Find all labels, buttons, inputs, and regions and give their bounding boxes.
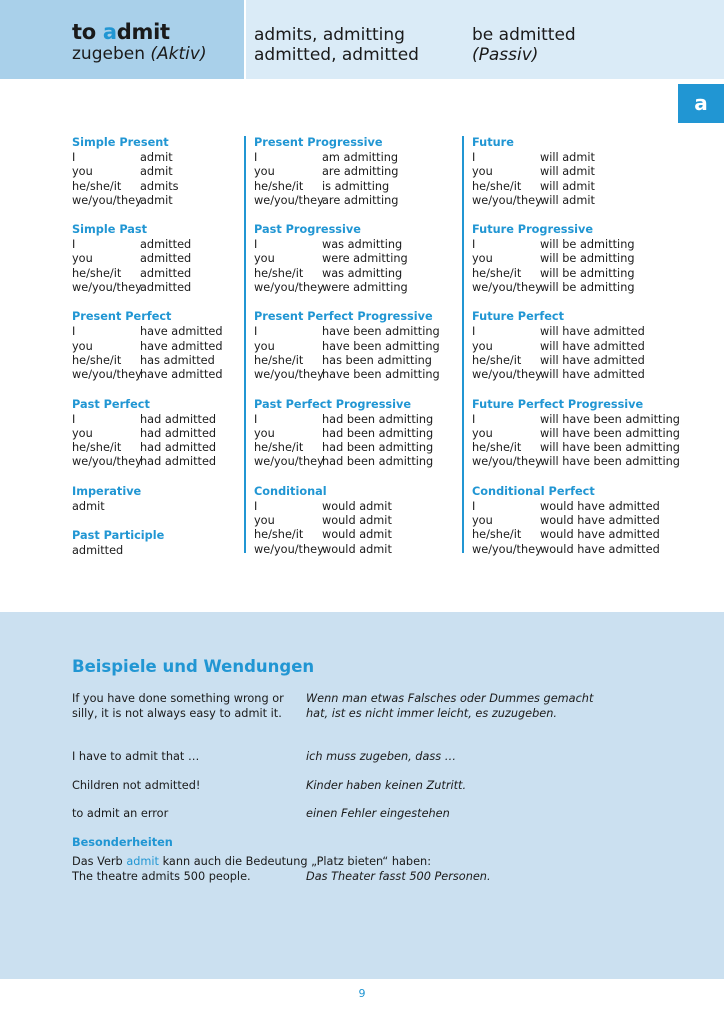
conjugation-row xyxy=(472,455,702,469)
pronoun: he/she/it xyxy=(472,441,522,455)
verb-form: had been admitting xyxy=(322,455,434,469)
pronoun: I xyxy=(254,412,258,426)
pronoun: you xyxy=(72,165,93,179)
tense-title: Conditional xyxy=(254,484,327,498)
tense-title: Future Perfect xyxy=(472,310,564,324)
conjugation-row xyxy=(472,267,702,281)
pronoun: I xyxy=(254,238,258,252)
pronoun: he/she/it xyxy=(254,266,304,280)
verb-form: will be admitting xyxy=(540,252,635,266)
tense-title: Future xyxy=(472,136,514,149)
pronoun: you xyxy=(472,339,493,353)
tense-title: Present Perfect Progressive xyxy=(254,310,433,324)
tense-title: Past Perfect Progressive xyxy=(254,397,412,411)
pronoun: I xyxy=(72,151,76,164)
pronoun: you xyxy=(254,514,275,528)
pronoun: you xyxy=(254,165,275,179)
verb-form: will have been admitting xyxy=(540,441,680,455)
verb-form: had admitted xyxy=(140,426,217,440)
verb-form: have admitted xyxy=(140,339,223,353)
tense-title: Future Perfect Progressive xyxy=(472,397,644,411)
imperative-value: admit xyxy=(72,499,105,513)
verb-forms: admits, admitting admitted, admitted xyxy=(254,25,419,65)
verb-form: would admit xyxy=(322,542,392,556)
conjugation-row xyxy=(472,500,702,514)
pronoun: he/she/it xyxy=(254,441,304,455)
verb-form: admit xyxy=(140,151,173,164)
verb-form: had admitted xyxy=(140,412,217,426)
pronoun: we/you/they xyxy=(254,281,324,295)
tense-block xyxy=(472,223,702,295)
conjugation-row xyxy=(254,543,460,557)
verb-title-accent: a xyxy=(102,20,117,44)
verb-form: have been admitting xyxy=(322,325,440,339)
conjugation-row xyxy=(472,325,702,339)
pronoun: we/you/they xyxy=(472,281,542,295)
verb-form: will have been admitting xyxy=(540,412,680,426)
conjugation-row xyxy=(254,354,460,368)
pronoun: I xyxy=(254,325,258,339)
example-de: Kinder haben keinen Zutritt. xyxy=(306,779,467,792)
pronoun: we/you/they xyxy=(72,281,142,295)
verb-form: is admitting xyxy=(322,179,390,193)
special-example-en: The theatre admits 500 people. xyxy=(72,870,251,883)
pronoun: you xyxy=(254,339,275,353)
verb-form: will have been admitting xyxy=(540,426,680,440)
conjugation-row xyxy=(72,281,242,295)
pronoun: we/you/they xyxy=(254,455,324,469)
example-en: to admit an error xyxy=(72,807,169,820)
conjugation-row xyxy=(72,340,242,354)
conjugation-row xyxy=(254,368,460,382)
verb-form: will be admitting xyxy=(540,281,635,295)
conjugation-row xyxy=(72,427,242,441)
example-en: I have to admit that … xyxy=(72,750,200,763)
verb-form: are admitting xyxy=(322,193,399,207)
pronoun: he/she/it xyxy=(472,353,522,367)
example-en: If you have done something wrong or silly, it is not always easy to admit it. xyxy=(72,692,284,720)
tense-block xyxy=(254,310,460,382)
verb-form: admit xyxy=(140,165,173,179)
tense-title: Past Perfect xyxy=(72,397,150,411)
verb-form: have admitted xyxy=(140,368,223,382)
verb-form: would have admitted xyxy=(540,542,660,556)
pronoun: you xyxy=(254,252,275,266)
pronoun: you xyxy=(472,252,493,266)
conjugation-row xyxy=(472,528,702,542)
conjugation-row xyxy=(72,252,242,266)
pronoun: we/you/they xyxy=(72,455,142,469)
imperative-title: Imperative xyxy=(72,484,142,498)
pronoun: you xyxy=(72,339,93,353)
conjugation-row xyxy=(472,340,702,354)
verb-form: were admitting xyxy=(322,281,408,295)
conjugation-row xyxy=(72,413,242,427)
conjugation-row xyxy=(254,514,460,528)
conjugation-row xyxy=(472,151,702,165)
verb-form: were admitting xyxy=(322,252,408,266)
tense-title: Past Progressive xyxy=(254,223,361,237)
example-de: Wenn man etwas Falsches oder Dummes gemacht hat, ist es nicht immer leicht, es zuzugeben. xyxy=(306,692,594,720)
tense-block xyxy=(254,485,460,557)
past-participle-title: Past Participle xyxy=(72,529,165,543)
conjugation-row xyxy=(472,252,702,266)
conjugation-row xyxy=(472,543,702,557)
tense-block xyxy=(72,310,242,382)
conjugation-column-1 xyxy=(72,136,242,558)
verb-form: would admit xyxy=(322,514,392,528)
pronoun: he/she/it xyxy=(472,528,522,542)
verb-form: will have admitted xyxy=(540,368,645,382)
verb-form: will admit xyxy=(540,179,595,193)
tense-block xyxy=(472,136,702,208)
example-en: Children not admitted! xyxy=(72,779,201,792)
verb-form: will have admitted xyxy=(540,325,645,339)
pronoun: he/she/it xyxy=(254,353,304,367)
conjugation-row xyxy=(254,500,460,514)
pronoun: I xyxy=(254,151,258,164)
conjugation-row xyxy=(254,252,460,266)
pronoun: I xyxy=(472,499,476,513)
special-verb-highlight: admit xyxy=(126,855,159,868)
verb-form: am admitting xyxy=(322,151,399,164)
pronoun: I xyxy=(72,238,76,252)
verb-form: had been admitting xyxy=(322,412,434,426)
pronoun: you xyxy=(72,252,93,266)
conjugation-row xyxy=(472,238,702,252)
verb-form: had admitted xyxy=(140,441,217,455)
pronoun: we/you/they xyxy=(254,368,324,382)
pronoun: he/she/it xyxy=(472,179,522,193)
tense-block xyxy=(254,223,460,295)
pronoun: we/you/they xyxy=(472,542,542,556)
verb-form: has admitted xyxy=(140,353,215,367)
verb-passive: be admitted (Passiv) xyxy=(472,25,576,65)
pronoun: you xyxy=(472,514,493,528)
pronoun: we/you/they xyxy=(254,193,324,207)
conjugation-row xyxy=(254,340,460,354)
conjugation-row xyxy=(254,281,460,295)
verb-form: will admit xyxy=(540,151,595,164)
pronoun: I xyxy=(254,499,258,513)
conjugation-row xyxy=(472,413,702,427)
verb-form: will be admitting xyxy=(540,266,635,280)
verb-form: had been admitting xyxy=(322,426,434,440)
conjugation-row xyxy=(72,267,242,281)
conjugation-row xyxy=(254,455,460,469)
tense-block xyxy=(472,398,702,470)
verb-form: admitted xyxy=(140,238,192,252)
example-de: ich muss zugeben, dass … xyxy=(306,750,457,763)
verb-form: will admit xyxy=(540,165,595,179)
tense-title: Simple Past xyxy=(72,223,148,237)
tense-title: Future Progressive xyxy=(472,223,594,237)
conjugation-column-2 xyxy=(244,136,460,556)
pronoun: you xyxy=(72,426,93,440)
verb-form: will have been admitting xyxy=(540,455,680,469)
conjugation-row xyxy=(472,354,702,368)
pronoun: I xyxy=(472,151,476,164)
tense-block xyxy=(72,398,242,470)
pronoun: you xyxy=(254,426,275,440)
verb-form: was admitting xyxy=(322,266,403,280)
conjugation-row xyxy=(472,180,702,194)
conjugation-row xyxy=(254,165,460,179)
pronoun: we/you/they xyxy=(72,193,142,207)
verb-form: have been admitting xyxy=(322,368,440,382)
conjugation-row xyxy=(72,354,242,368)
tense-title: Present Perfect xyxy=(72,310,172,324)
conjugation-column-3 xyxy=(462,136,702,556)
verb-form: are admitting xyxy=(322,165,399,179)
conjugation-row xyxy=(254,267,460,281)
past-participle-value: admitted xyxy=(72,544,124,558)
pronoun: he/she/it xyxy=(72,353,122,367)
verb-form: admitted xyxy=(140,252,192,266)
verb-form: will have admitted xyxy=(540,339,645,353)
tense-block xyxy=(72,223,242,295)
conjugation-row xyxy=(254,151,460,165)
pronoun: I xyxy=(472,238,476,252)
pronoun: we/you/they xyxy=(472,368,542,382)
verb-form: will be admitting xyxy=(540,238,635,252)
conjugation-row xyxy=(254,413,460,427)
conjugation-row xyxy=(254,238,460,252)
tense-block xyxy=(254,136,460,208)
conjugation-row xyxy=(472,194,702,208)
conjugation-row xyxy=(72,455,242,469)
tense-block xyxy=(254,398,460,470)
conjugation-row xyxy=(254,528,460,542)
verb-translation: zugeben (Aktiv) xyxy=(72,44,207,64)
conjugation-row xyxy=(72,368,242,382)
conjugation-row xyxy=(472,514,702,528)
pronoun: we/you/they xyxy=(472,193,542,207)
verb-form: would have admitted xyxy=(540,499,660,513)
conjugation-row xyxy=(472,368,702,382)
special-notes-text: Das Verb admit kann auch die Bedeutung „Platz bieten“ haben: xyxy=(72,855,432,868)
verb-form: admit xyxy=(140,193,173,207)
verb-form: admits xyxy=(140,179,179,193)
conjugation-row xyxy=(72,194,242,208)
pronoun: I xyxy=(472,325,476,339)
conjugation-row xyxy=(472,427,702,441)
tense-title: Simple Present xyxy=(72,136,169,149)
pronoun: he/she/it xyxy=(72,179,122,193)
conjugation-row xyxy=(254,194,460,208)
conjugation-row xyxy=(72,151,242,165)
conjugation-row xyxy=(254,325,460,339)
verb-form: was admitting xyxy=(322,238,403,252)
verb-title: to admit xyxy=(72,20,170,44)
conjugation-row xyxy=(254,180,460,194)
verb-form: would have admitted xyxy=(540,528,660,542)
verb-form: had been admitting xyxy=(322,441,434,455)
tense-title: Conditional Perfect xyxy=(472,484,595,498)
verb-form: will admit xyxy=(540,193,595,207)
conjugation-row xyxy=(472,281,702,295)
conjugation-row xyxy=(472,441,702,455)
pronoun: I xyxy=(472,412,476,426)
conjugation-row xyxy=(72,325,242,339)
special-notes-title: Besonderheiten xyxy=(72,836,173,849)
pronoun: he/she/it xyxy=(254,528,304,542)
conjugation-row xyxy=(72,180,242,194)
pronoun: he/she/it xyxy=(72,266,122,280)
pronoun: he/she/it xyxy=(254,179,304,193)
verb-form: have admitted xyxy=(140,325,223,339)
alphabet-tab[interactable]: a xyxy=(678,84,724,123)
pronoun: I xyxy=(72,325,76,339)
verb-form: had admitted xyxy=(140,455,217,469)
conjugation-row xyxy=(72,238,242,252)
verb-form: admitted xyxy=(140,266,192,280)
pronoun: you xyxy=(472,426,493,440)
conjugation-row xyxy=(254,427,460,441)
page-number: 9 xyxy=(358,987,366,1000)
verb-form: admitted xyxy=(140,281,192,295)
verb-form: will have admitted xyxy=(540,353,645,367)
pronoun: I xyxy=(72,412,76,426)
pronoun: we/you/they xyxy=(254,542,324,556)
conjugation-row xyxy=(254,441,460,455)
tense-title: Present Progressive xyxy=(254,136,383,149)
conjugation-row xyxy=(472,165,702,179)
verb-form: would admit xyxy=(322,528,392,542)
conjugation-row xyxy=(72,441,242,455)
pronoun: he/she/it xyxy=(472,266,522,280)
conjugation-row xyxy=(72,165,242,179)
verb-form: has been admitting xyxy=(322,353,432,367)
special-example-de: Das Theater fasst 500 Personen. xyxy=(306,870,491,883)
pronoun: he/she/it xyxy=(72,441,122,455)
verb-form: have been admitting xyxy=(322,339,440,353)
pronoun: we/you/they xyxy=(472,455,542,469)
example-de: einen Fehler eingestehen xyxy=(306,807,450,820)
tense-block xyxy=(472,485,702,557)
pronoun: you xyxy=(472,165,493,179)
verb-form: would have admitted xyxy=(540,514,660,528)
examples-title: Beispiele und Wendungen xyxy=(72,657,315,676)
tense-block xyxy=(72,136,242,208)
verb-form: would admit xyxy=(322,499,392,513)
pronoun: we/you/they xyxy=(72,368,142,382)
tense-block xyxy=(472,310,702,382)
